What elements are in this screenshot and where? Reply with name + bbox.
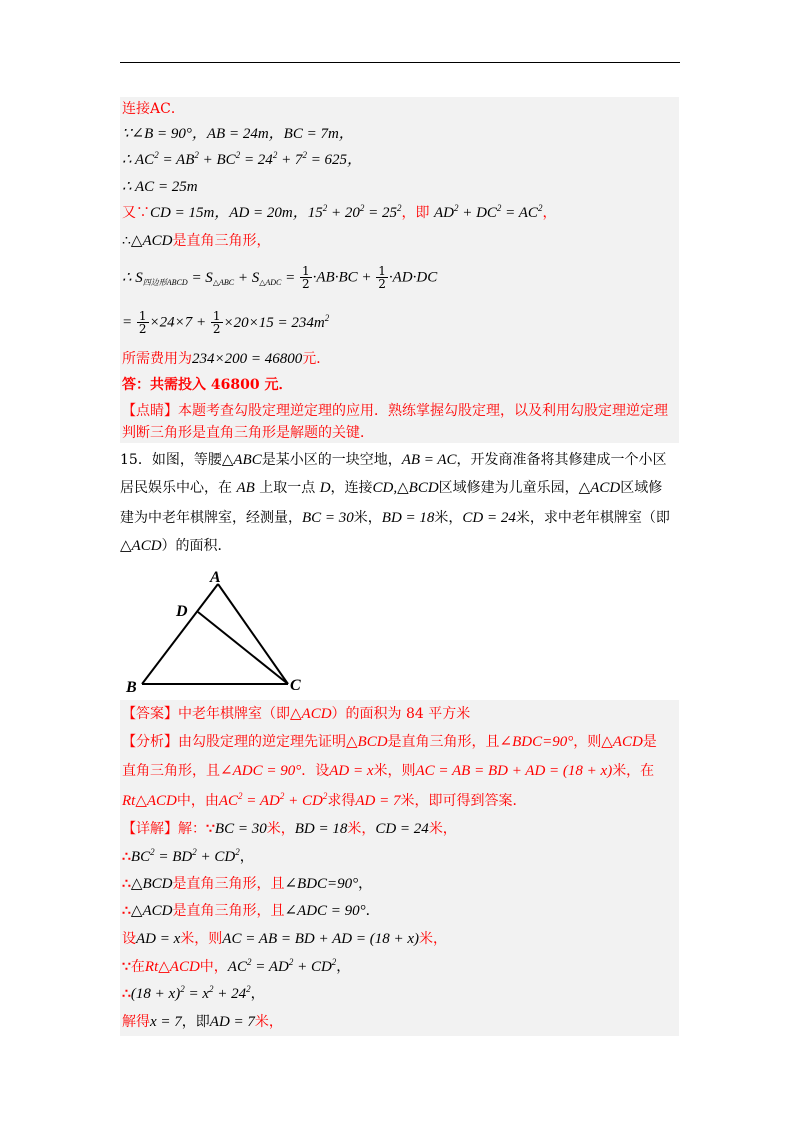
solution-line-7: ∴ $S_{四边形ABCD} = S_{\triangle ABC} + S_{\triangle ADC}$ = $\frac{1}{2}$ ·AB·BC + $\frac{1}{2}$ ·AD·DC [122, 264, 438, 291]
solution-line-5: 又∵CD = 15m，AD = 20m，$15^2 + 20^2 = 25^2$，即 $AD^2 + DC^2 = AC^2$， [122, 203, 557, 221]
solution-line-10: 答：共需投入 46800 元． [122, 377, 293, 393]
solution-line-9: 所需费用为234×200 = 46800元． [122, 351, 331, 367]
answer-line-8: ∴△ACD是直角三角形，且∠ADC = 90°． [122, 903, 380, 919]
question-line-4: △ACD）的面积． [120, 538, 232, 554]
question-line-2: 居民娱乐中心，在 AB 上取一点 D，连接CD,△BCD区域修建为儿童乐园，△ACD区域修 [120, 480, 663, 496]
solution-line-3: ∴ $AC^2 = AB^2 + BC^2 = 24^2 + 7^2 = 625$， [122, 150, 363, 168]
answer-line-3: 直角三角形，且∠ADC = 90°．设AD = x米，则AC = AB = BD + AD = (18 + x)米，在 [122, 763, 655, 779]
label-B: B [126, 679, 137, 696]
label-D: D [176, 603, 188, 620]
fraction-half: $\frac{1}{2}$ [378, 264, 386, 291]
solution-block [120, 97, 679, 443]
solution-line-8: = $\frac{1}{2}$ ×24×7 + $\frac{1}{2}$ $\times 20\times 15 = 234m^2$ [122, 309, 330, 336]
label-C: C [290, 677, 301, 694]
answer-line-12: 解得x = 7，即AD = 7米， [122, 1014, 283, 1030]
solution-line-6: ∴△ACD是直角三角形， [122, 233, 271, 249]
answer-line-9: 设AD = x米，则AC = AB = BD + AD = (18 + x)米， [122, 931, 447, 947]
answer-line-1: 【答案】中老年棋牌室（即△ACD）的面积为 84 平方米 [122, 706, 471, 722]
answer-line-11: ∴(18 + $x)^2 = x^2 + 24^2$， [122, 984, 265, 1002]
fraction-half: $\frac{1}{2}$ [212, 309, 221, 336]
solution-line-4: ∴ AC = 25m [122, 179, 198, 195]
solution-line-2: ∵∠B = 90°，AB = 24m，BC = 7m， [122, 126, 354, 142]
solution-line-11: 【点睛】本题考查勾股定理逆定理的应用．熟练掌握勾股定理，以及利用勾股定理逆定理 [122, 403, 668, 419]
solution-line-12: 判断三角形是直角三角形是解题的关键． [122, 425, 374, 441]
fraction-half: $\frac{1}{2}$ [301, 264, 310, 291]
side-BA [142, 584, 218, 684]
triangle-figure [118, 566, 318, 696]
question-line-3: 建为中老年棋牌室，经测量，BC = 30米，BD = 18米，CD = 24米，求中老年棋牌室（即 [120, 510, 670, 526]
answer-line-2: 【分析】由勾股定理的逆定理先证明△BCD是直角三角形，且∠BDC=90°，则△ACD是 [122, 734, 657, 750]
answer-line-10: ∵在Rt△ACD中，$AC^2 = AD^2 + CD^2$， [122, 957, 351, 975]
label-A: A [210, 569, 221, 586]
solution-line-1: 连接AC． [122, 101, 185, 117]
answer-block [120, 700, 679, 1036]
fraction-half: $\frac{1}{2}$ [138, 309, 147, 336]
question-line-1: 15．如图，等腰△ABC是某小区的一块空地，AB = AC，开发商准备将其修建成一个小区 [120, 452, 667, 468]
segment-DC [198, 612, 288, 684]
answer-line-7: ∴△BCD是直角三角形，且∠BDC=90°， [122, 876, 373, 892]
answer-line-5: 【详解】解：∵BC = 30米，BD = 18米，CD = 24米， [122, 821, 457, 837]
header-rule [120, 62, 680, 63]
answer-line-6: $\therefore BC^2 = BD^2 + CD^2$， [122, 847, 254, 865]
answer-line-4: Rt△ACD中，由$AC^2 = AD^2 + CD^2$求得AD = 7米，即可得到答案． [122, 791, 527, 809]
side-AC [218, 584, 288, 684]
